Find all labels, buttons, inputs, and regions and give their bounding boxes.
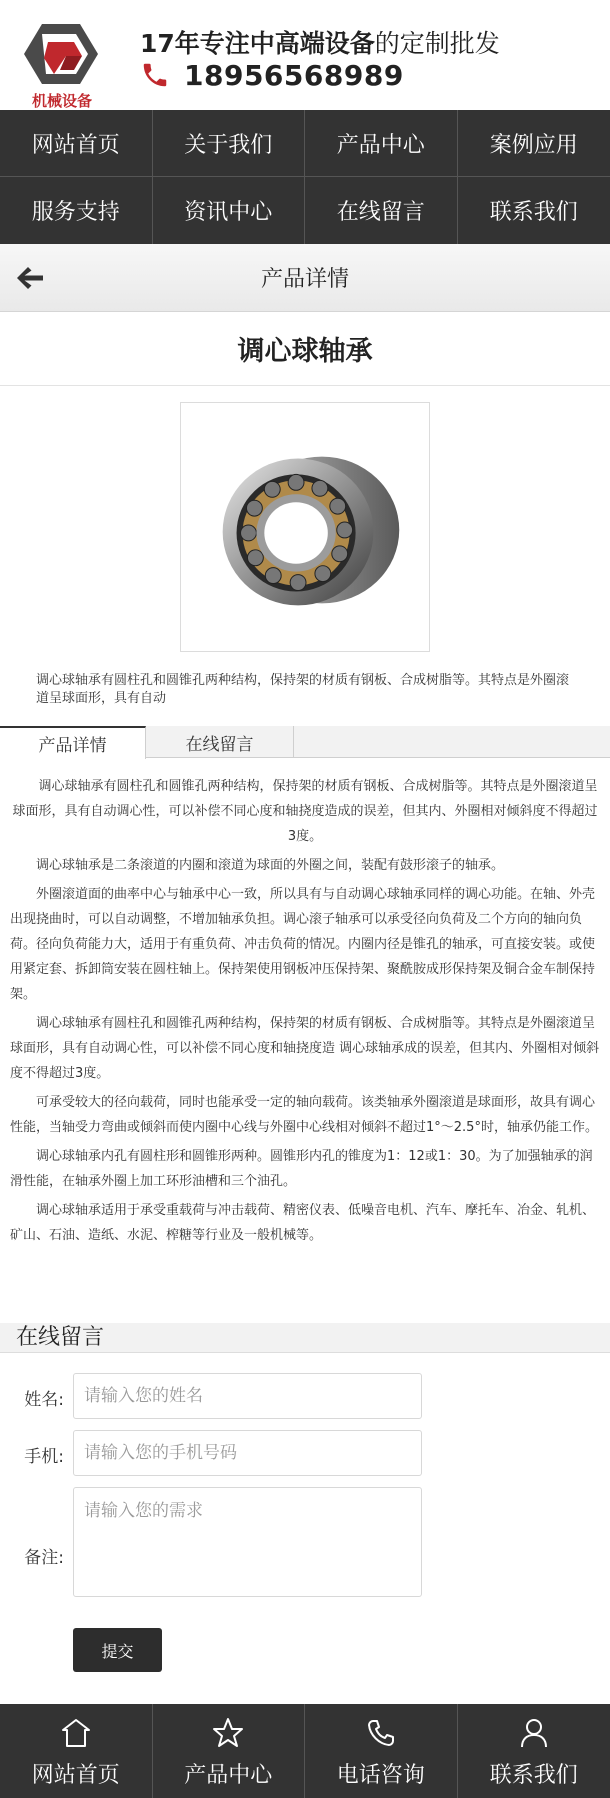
- tab-online-message[interactable]: 在线留言: [146, 726, 294, 758]
- message-heading: 在线留言: [0, 1323, 610, 1353]
- site-header: [0, 0, 610, 110]
- detail-tabs: [0, 726, 610, 758]
- back-arrow-icon[interactable]: [14, 262, 46, 294]
- nav-item-home[interactable]: 网站首页: [0, 110, 153, 177]
- footer-item-products[interactable]: [153, 1704, 306, 1798]
- main-nav: [0, 110, 610, 244]
- footer-label: 联系我们: [489, 1763, 578, 1788]
- product-summary: 调心球轴承有圆柱孔和圆锥孔两种结构，保持架的材质有钢板、合成树脂等。其特点是外圈滚道呈球面形，具有自动: [36, 673, 570, 706]
- user-icon: [517, 1716, 551, 1750]
- description-paragraph: 调心球轴承是二条滚道的内圈和滚道为球面的外圈之间，装配有鼓形滚子的轴承。: [36, 858, 505, 873]
- product-name: 调心球轴承: [0, 312, 610, 386]
- bottom-nav: [0, 1704, 610, 1798]
- product-description: [10, 774, 600, 1252]
- description-paragraph: 调心球轴承有圆柱孔和圆锥孔两种结构，保持架的材质有钢板、合成树脂等。其特点是外圈滚道呈球面形，具有自动调心性，可以补偿不同心度和轴挠度造 调心球轴承成的误差，但其内、外圈相对倾斜度不得超过3度。: [10, 1016, 600, 1081]
- logo-graphic: [22, 22, 102, 110]
- footer-item-phone[interactable]: [305, 1704, 458, 1798]
- note-textarea[interactable]: [73, 1487, 422, 1597]
- bearing-image: [181, 403, 429, 651]
- nav-item-news[interactable]: 资讯中心: [153, 177, 306, 244]
- note-label: 备注:: [24, 1548, 64, 1568]
- header-slogan: [140, 24, 500, 60]
- description-intro: 调心球轴承有圆柱孔和圆锥孔两种结构，保持架的材质有钢板、合成树脂等。其特点是外圈滚道呈球面形，具有自动调心性，可以补偿不同心度和轴挠度造成的误差，但其内、外圈相对倾斜度不得超过3度。: [12, 779, 598, 844]
- logo-text: 机械设备: [31, 92, 93, 110]
- page-title: 产品详情: [260, 267, 349, 292]
- site-logo[interactable]: [22, 22, 102, 110]
- description-paragraph: 调心球轴承适用于承受重载荷与冲击载荷、精密仪表、低噪音电机、汽车、摩托车、冶金、轧机、矿山、石油、造纸、水泥、榨糖等行业及一般机械等。: [10, 1203, 596, 1243]
- footer-item-home[interactable]: [0, 1704, 153, 1798]
- footer-item-contact[interactable]: [458, 1704, 610, 1798]
- description-paragraph: 调心球轴承内孔有圆柱形和圆锥形两种。圆锥形内孔的锥度为1：12或1：30。为了加强轴承的润滑性能，在轴承外圈上加工环形油槽和三个油孔。: [10, 1149, 593, 1189]
- page-title-bar: [0, 244, 610, 312]
- nav-item-contact[interactable]: 联系我们: [489, 200, 578, 225]
- phone-icon: [140, 60, 170, 90]
- name-label: 姓名:: [24, 1390, 64, 1410]
- tab-product-detail[interactable]: 产品详情: [0, 726, 146, 759]
- nav-item-cases[interactable]: 案例应用: [458, 110, 610, 177]
- product-image[interactable]: [180, 402, 430, 652]
- slogan-bold: 17年专注中高端设备: [140, 29, 375, 58]
- phone-number: 18956568989: [184, 58, 404, 92]
- star-icon: [211, 1716, 245, 1750]
- footer-label: 网站首页: [31, 1763, 120, 1788]
- nav-item-service[interactable]: 服务支持: [0, 177, 153, 244]
- header-phone[interactable]: [140, 58, 404, 92]
- footer-label: 电话咨询: [336, 1763, 425, 1788]
- description-paragraph: 外圈滚道面的曲率中心与轴承中心一致，所以具有与自动调心球轴承同样的调心功能。在轴、外壳出现挠曲时，可以自动调整，不增加轴承负担。调心滚子轴承可以承受径向负荷及二个方向的轴向负荷。径向负荷能力大，适用于有重负荷、冲击负荷的情况。内圈内径是锥孔的轴承，可直接安装。或使用紧定套、拆卸筒安装在圆柱轴上。保持架使用钢板冲压保持架、聚酰胺成形保持架及铜合金车制保持架。: [10, 887, 596, 1002]
- footer-label: 产品中心: [184, 1763, 273, 1788]
- nav-item-about[interactable]: 关于我们: [153, 110, 306, 177]
- phone-label: 手机:: [24, 1447, 64, 1467]
- nav-item-products[interactable]: 产品中心: [305, 110, 458, 177]
- phone-input[interactable]: [73, 1430, 422, 1476]
- nav-item-message[interactable]: 在线留言: [305, 177, 458, 244]
- description-paragraph: 可承受较大的径向载荷，同时也能承受一定的轴向载荷。该类轴承外圈滚道是球面形，故具有调心性能，当轴受力弯曲或倾斜而使内圈中心线与外圈中心线相对倾斜不超过1°～2.5°时，轴承仍能工作。: [10, 1095, 598, 1135]
- phone-icon: [364, 1716, 398, 1750]
- name-input[interactable]: [73, 1373, 422, 1419]
- home-icon: [59, 1716, 93, 1750]
- submit-button[interactable]: 提交: [73, 1628, 162, 1672]
- slogan-rest: 的定制批发: [374, 29, 500, 58]
